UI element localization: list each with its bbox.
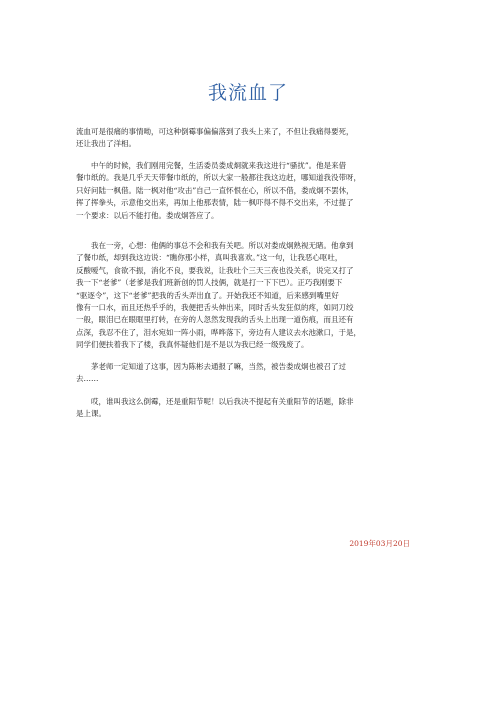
paragraph-1 xyxy=(76,126,354,151)
paragraph-5 xyxy=(76,396,354,421)
paragraph-3 xyxy=(76,240,361,352)
paragraph-line: 哎，谁叫我这么倒霉，还是重阳节呢！以后我决不提起有关重阳节的话题，除非 xyxy=(76,397,354,406)
paragraph-line: 还让我出了洋相。 xyxy=(76,139,136,149)
paragraph-line: 同学们便扶着我下了楼，我真怀疑他们是不是以为我已经一级残废了。 xyxy=(76,340,309,350)
paragraph-line: 去…… xyxy=(76,374,99,384)
paragraph-line: 反酸嗳气，食欲不振，消化不良，要我说，让我吐个三天三夜也没关系，说完又打了 xyxy=(76,265,354,275)
paragraph-line: 我在一旁，心想：他俩的事总不会和我有关吧。所以对娄成炯熟视无睹。他拿到 xyxy=(76,241,354,250)
paragraph-line: 挥了挥拳头，示意他交出来，再加上他那表情，陆一枫吓得不得不交出来，不过提了 xyxy=(76,198,354,208)
paragraph-line: 流血可是很痛的事情呦，可这种倒霉事偏偏落到了我头上来了，不但让我痛得要死， xyxy=(76,127,354,136)
document-date: 2019年03月20日 xyxy=(349,539,410,548)
paragraph-line: 一般，眼泪已在眼眶里打转，在旁的人忽然发现我的舌头上出现一道伤痕，而且还有 xyxy=(76,315,354,325)
paragraph-line: 只好问陆一枫借。陆一枫对他“攻击”自己一直怀恨在心，所以不借，娄成炯不罢休， xyxy=(76,185,354,195)
paragraph-line: 餐巾纸的。我是几乎天天带餐巾纸的，所以大家一般都往我这边赶，哪知道我没带呀， xyxy=(76,173,361,183)
paragraph-line: 是上课。 xyxy=(76,409,106,419)
paragraph-line: 了餐巾纸，却到我这边说：“瞧你那小样，真叫我喜欢。”这一句，让我恶心呕吐， xyxy=(76,253,343,263)
page-title: 我流血了 xyxy=(207,82,288,104)
paragraph-line: 茅老师一定知道了这事，因为陈彬去通报了嘛，当然，被告娄成炯也被召了过 xyxy=(76,362,346,371)
paragraph-line: 点深，我忍不住了，泪水宛如一阵小雨，哗哗落下，旁边有人建议去水池漱口，于是， xyxy=(76,327,361,337)
paragraph-line: 中午的时候，我们刚用完餐，生活委员娄成炯就来我这进行“骚扰”。他是来借 xyxy=(76,161,347,170)
paragraph-line: 像有一口水，而且还热乎乎的，我便把舌头伸出来，同时舌头发狂似的疼，如同刀绞 xyxy=(76,303,354,313)
paragraph-2 xyxy=(76,160,361,222)
paragraph-line: 我一下“老爹”（老爹是我们班新创的罚人技俩，就是打一下下巴）。正巧我刚要下 xyxy=(76,278,343,288)
paragraph-line: 一个要求：以后不能打他。娄成炯答应了。 xyxy=(76,210,219,220)
paragraph-line: “驱逐令”，这下“老爹”把我的舌头弄出血了。开始我还不知道，后来感到嘴里好 xyxy=(76,290,339,300)
paragraph-4 xyxy=(76,361,346,386)
